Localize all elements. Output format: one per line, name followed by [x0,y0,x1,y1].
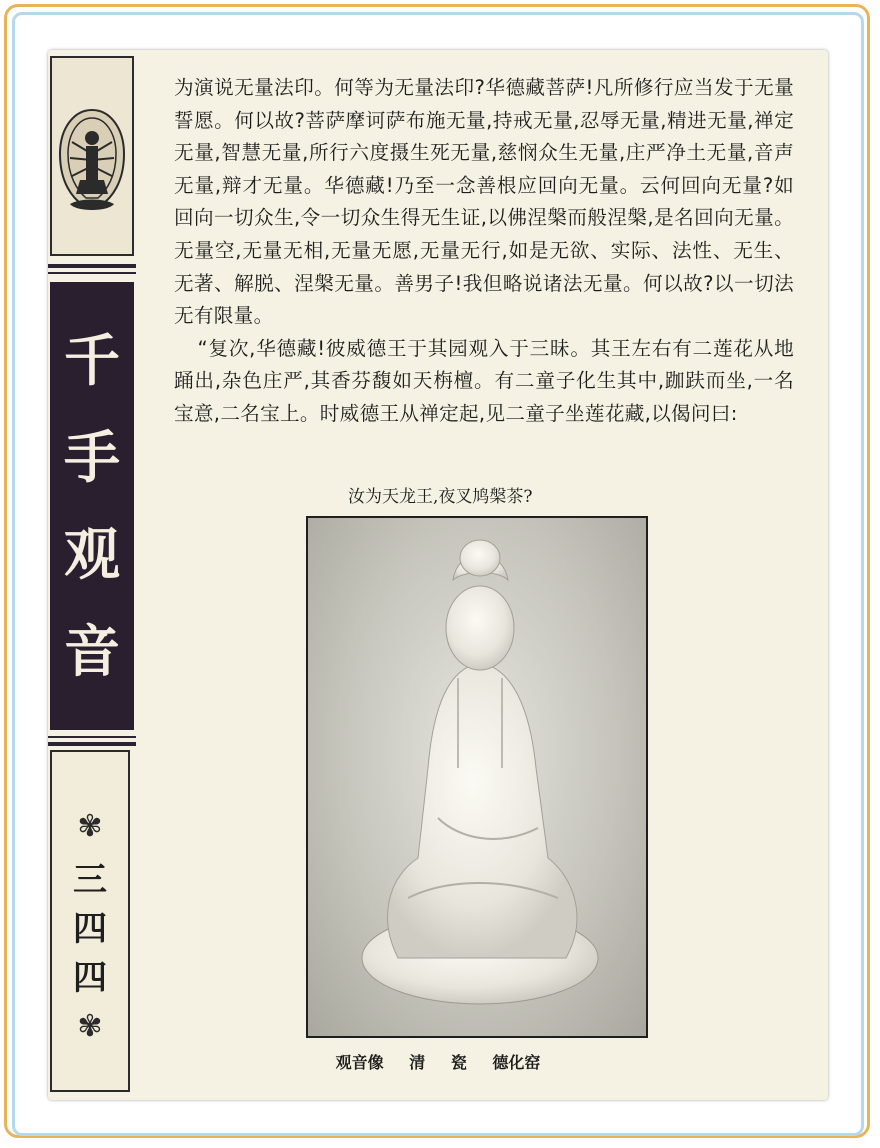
page-margin-strip [48,50,136,1100]
title-char: 千 [64,327,120,394]
title-char: 观 [64,521,120,588]
caption-title: 观音像 [335,1053,384,1072]
divider-rule [48,742,136,746]
ornament-flower-icon: ✾ [77,809,103,844]
caption-dynasty: 清 [409,1053,426,1072]
paragraph: 为演说无量法印。何等为无量法印?华德藏菩萨!凡所修行应当发于无量誓愿。何以故?菩萨摩诃萨布施无量,持戒无量,忍辱无量,精进无量,禅定无量,智慧无量,所行六度摄生死无量,慈悯众生无量,庄严净土无量,音声无量,辩才无量。华德藏!乃至一念善根应回向无量。云何回向无量?如回向一切众生,令一切众生得无生证,以佛涅槃而般涅槃,是名回向无量。无量空,无量无相,无量无愿,无量无行,如是无欲、实际、法性、无生、无著、解脱、涅槃无量。善男子!我但略说诸法无量。何以故?以一切法无有限量。 [174,76,794,328]
divider-rule [48,272,136,274]
title-char: 音 [64,618,120,685]
ornament-flower-icon: ✾ [77,1009,103,1045]
guanyin-thumbnail [50,56,134,256]
page-number-box [50,750,130,1092]
book-page [48,50,828,1100]
page-number-char: 三 [73,860,107,900]
caption-material: 瓷 [450,1053,467,1072]
book-title-vertical [50,282,134,730]
guanyin-statue-photo [306,516,648,1038]
divider-rule [48,264,136,268]
caption-kiln: 德化窑 [492,1053,541,1072]
verse-line: 汝为天龙王,夜叉鸠槃茶? [348,487,533,507]
title-char: 手 [64,424,120,491]
divider-rule [48,736,136,738]
guanyin-statue-icon [308,518,646,1036]
page-number-char: 四 [73,957,107,998]
page-number-char: 四 [73,908,107,949]
paragraph: “复次,华德藏!彼威德王于其园观入于三昧。其王左右有二莲花从地踊出,杂色庄严,其香芬馥如天栴檀。有二童子化生其中,跏趺而坐,一名宝意,二名宝上。时威德王从禅定起,见二童子坐莲花藏,以偈问曰: [174,336,794,425]
body-text [174,72,794,431]
photo-caption [48,1050,828,1073]
guanyin-emblem-icon [52,58,132,254]
